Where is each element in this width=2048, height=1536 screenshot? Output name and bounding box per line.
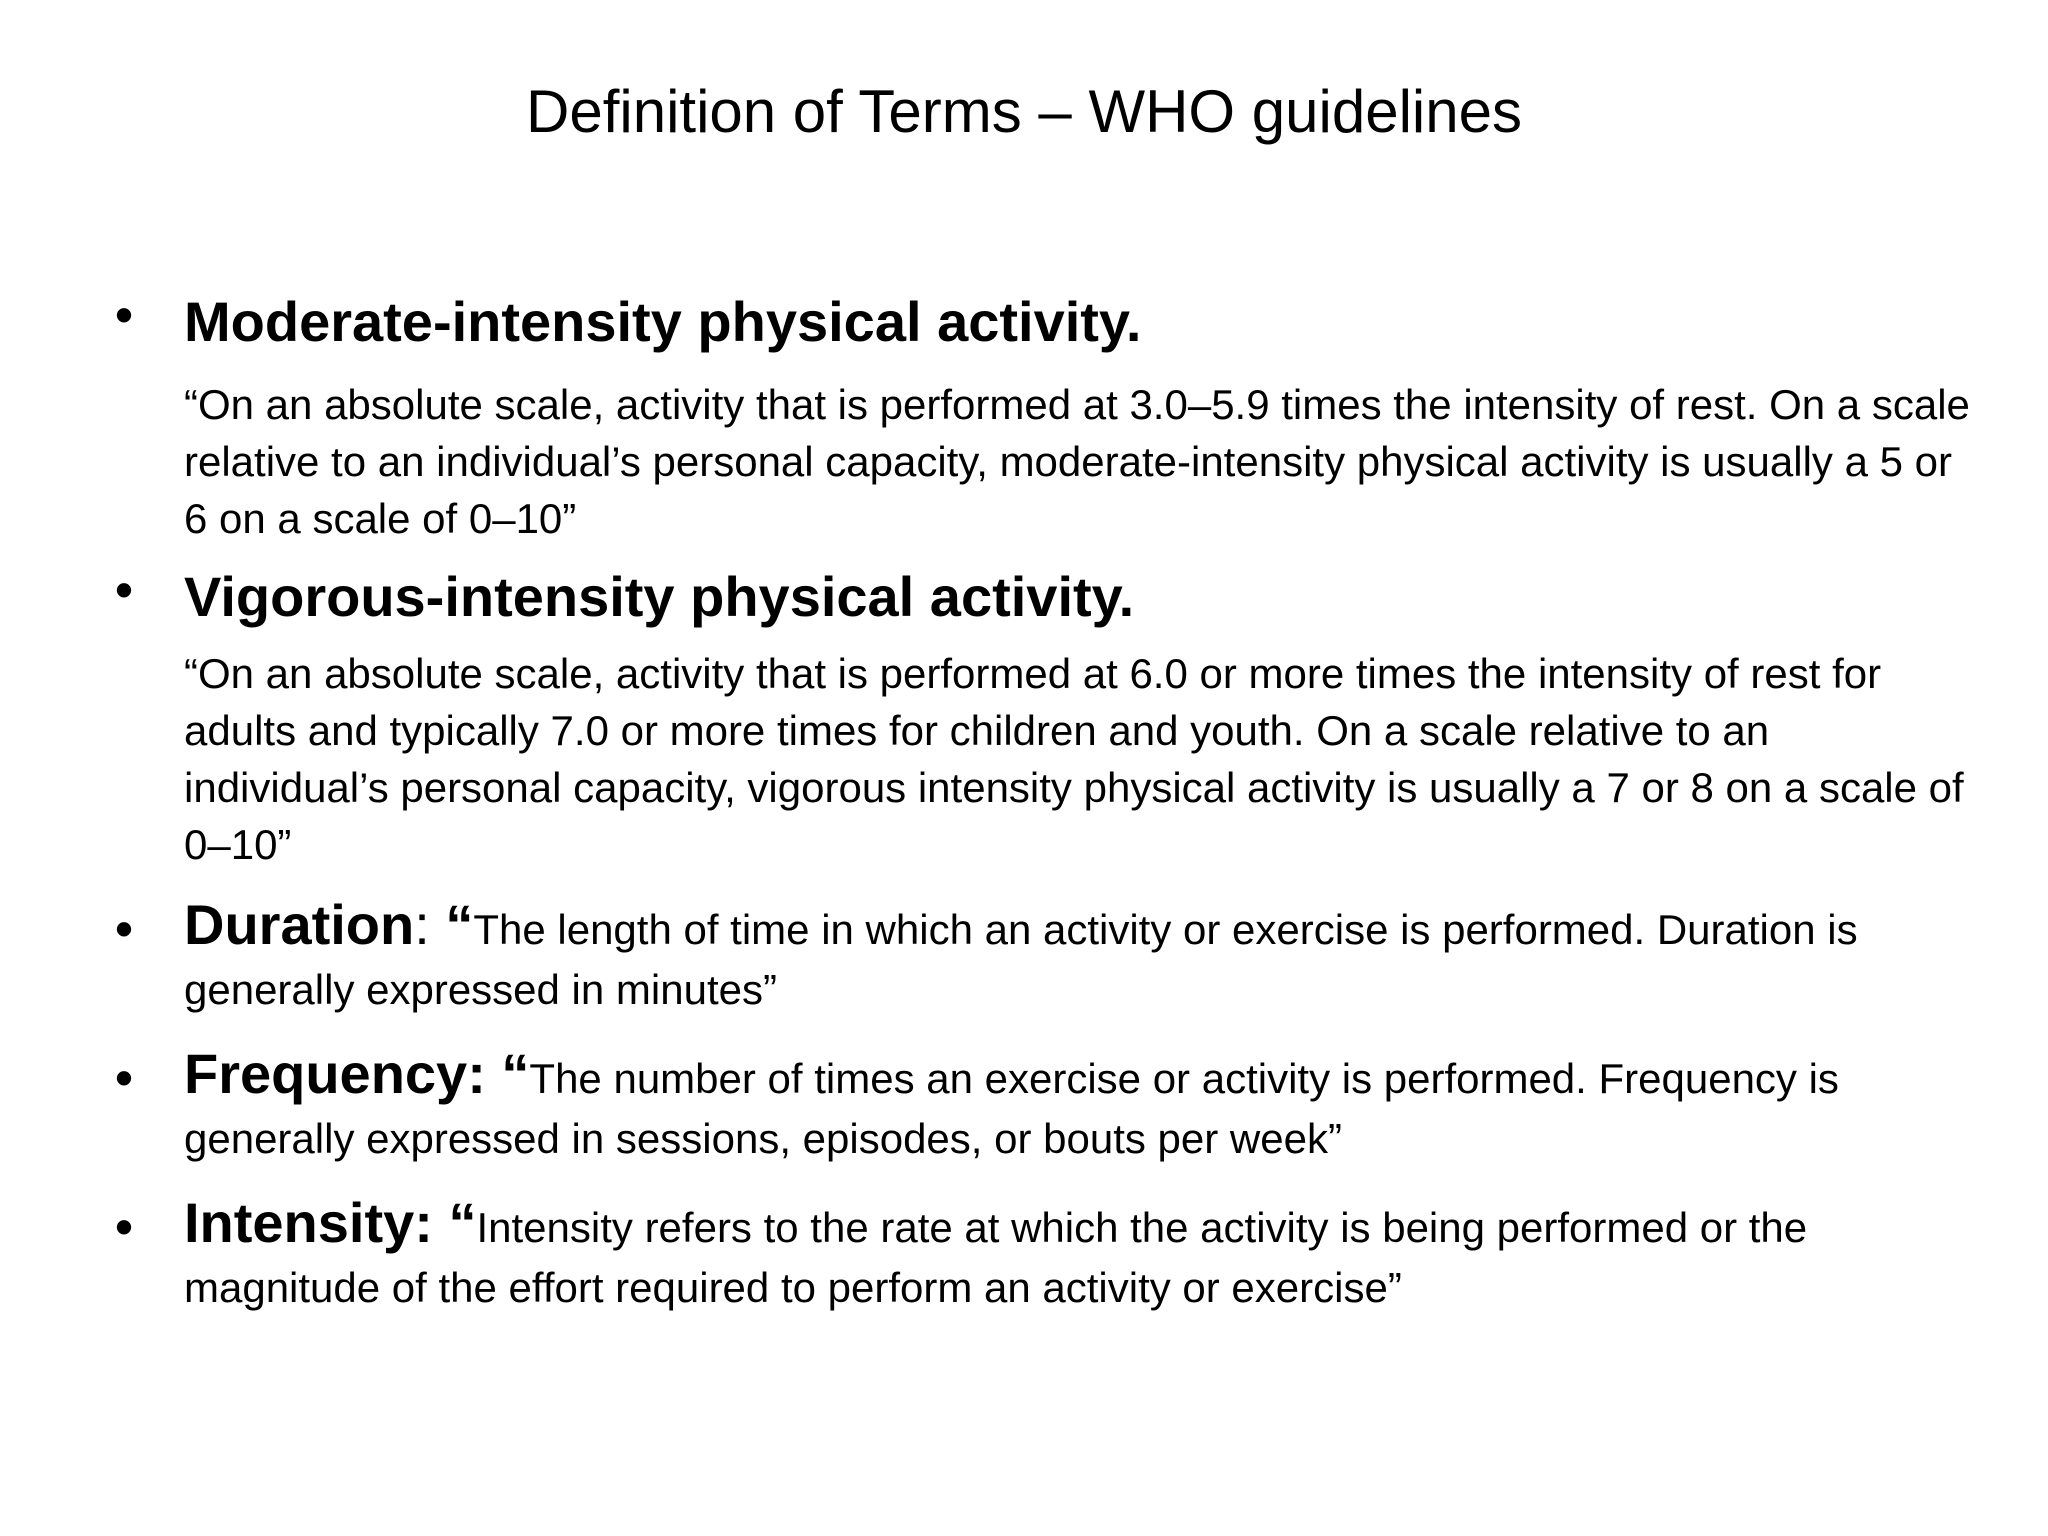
term-moderate-intensity: Moderate-intensity physical activity. <box>184 290 1142 353</box>
term-frequency: Frequency: <box>184 1042 486 1105</box>
definition-vigorous-intensity: “On an absolute scale, activity that is performed at 6.0 or more times the intensity of rest for adults and typically 7.0 or more times for children and youth. On a scale relative to an individual’s personal capacity, vigorous intensity physical activity is usually a 7 or 8 on a scale of 0–10” <box>184 650 1964 868</box>
definition-duration: The length of time in which an activity or exercise is performed. Duration is generally expressed in minutes” <box>184 906 1858 1013</box>
definition-intensity: Intensity refers to the rate at which the activity is being performed or the magnitude of the effort required to perform an activity or exercise” <box>184 1204 1808 1311</box>
list-item-moderate-intensity <box>104 286 1984 547</box>
term-intensity: Intensity: <box>184 1191 433 1254</box>
list-item-frequency <box>104 1044 1984 1169</box>
term-vigorous-intensity: Vigorous-intensity physical activity. <box>184 565 1135 628</box>
definition-frequency: The number of times an exercise or activity is performed. Frequency is generally expressed in sessions, episodes, or bouts per week” <box>184 1055 1839 1162</box>
bullet-icon: • <box>115 287 133 343</box>
definition-moderate-intensity: “On an absolute scale, activity that is performed at 3.0–5.9 times the intensity of rest. On a scale relative to an individual’s personal capacity, moderate-intensity physical activity is usually a 5 or 6 on a scale of 0–10” <box>184 381 1970 542</box>
bullet-icon: • <box>115 1050 133 1106</box>
slide-title: Definition of Terms – WHO guidelines <box>526 78 1522 145</box>
open-quote: “ <box>501 1042 530 1105</box>
list-item-vigorous-intensity <box>104 561 1984 873</box>
open-quote: “ <box>445 893 474 956</box>
term-separator: : <box>414 893 446 956</box>
term-separator <box>486 1042 502 1105</box>
list-item-duration <box>104 895 1984 1020</box>
bullet-icon: • <box>115 562 133 618</box>
bullet-icon: • <box>115 901 133 957</box>
term-separator <box>433 1191 449 1254</box>
list-item-intensity <box>104 1193 1984 1318</box>
bullet-icon: • <box>115 1199 133 1255</box>
open-quote: “ <box>448 1191 477 1254</box>
term-duration: Duration <box>184 893 415 956</box>
definitions-list <box>104 286 1984 1342</box>
